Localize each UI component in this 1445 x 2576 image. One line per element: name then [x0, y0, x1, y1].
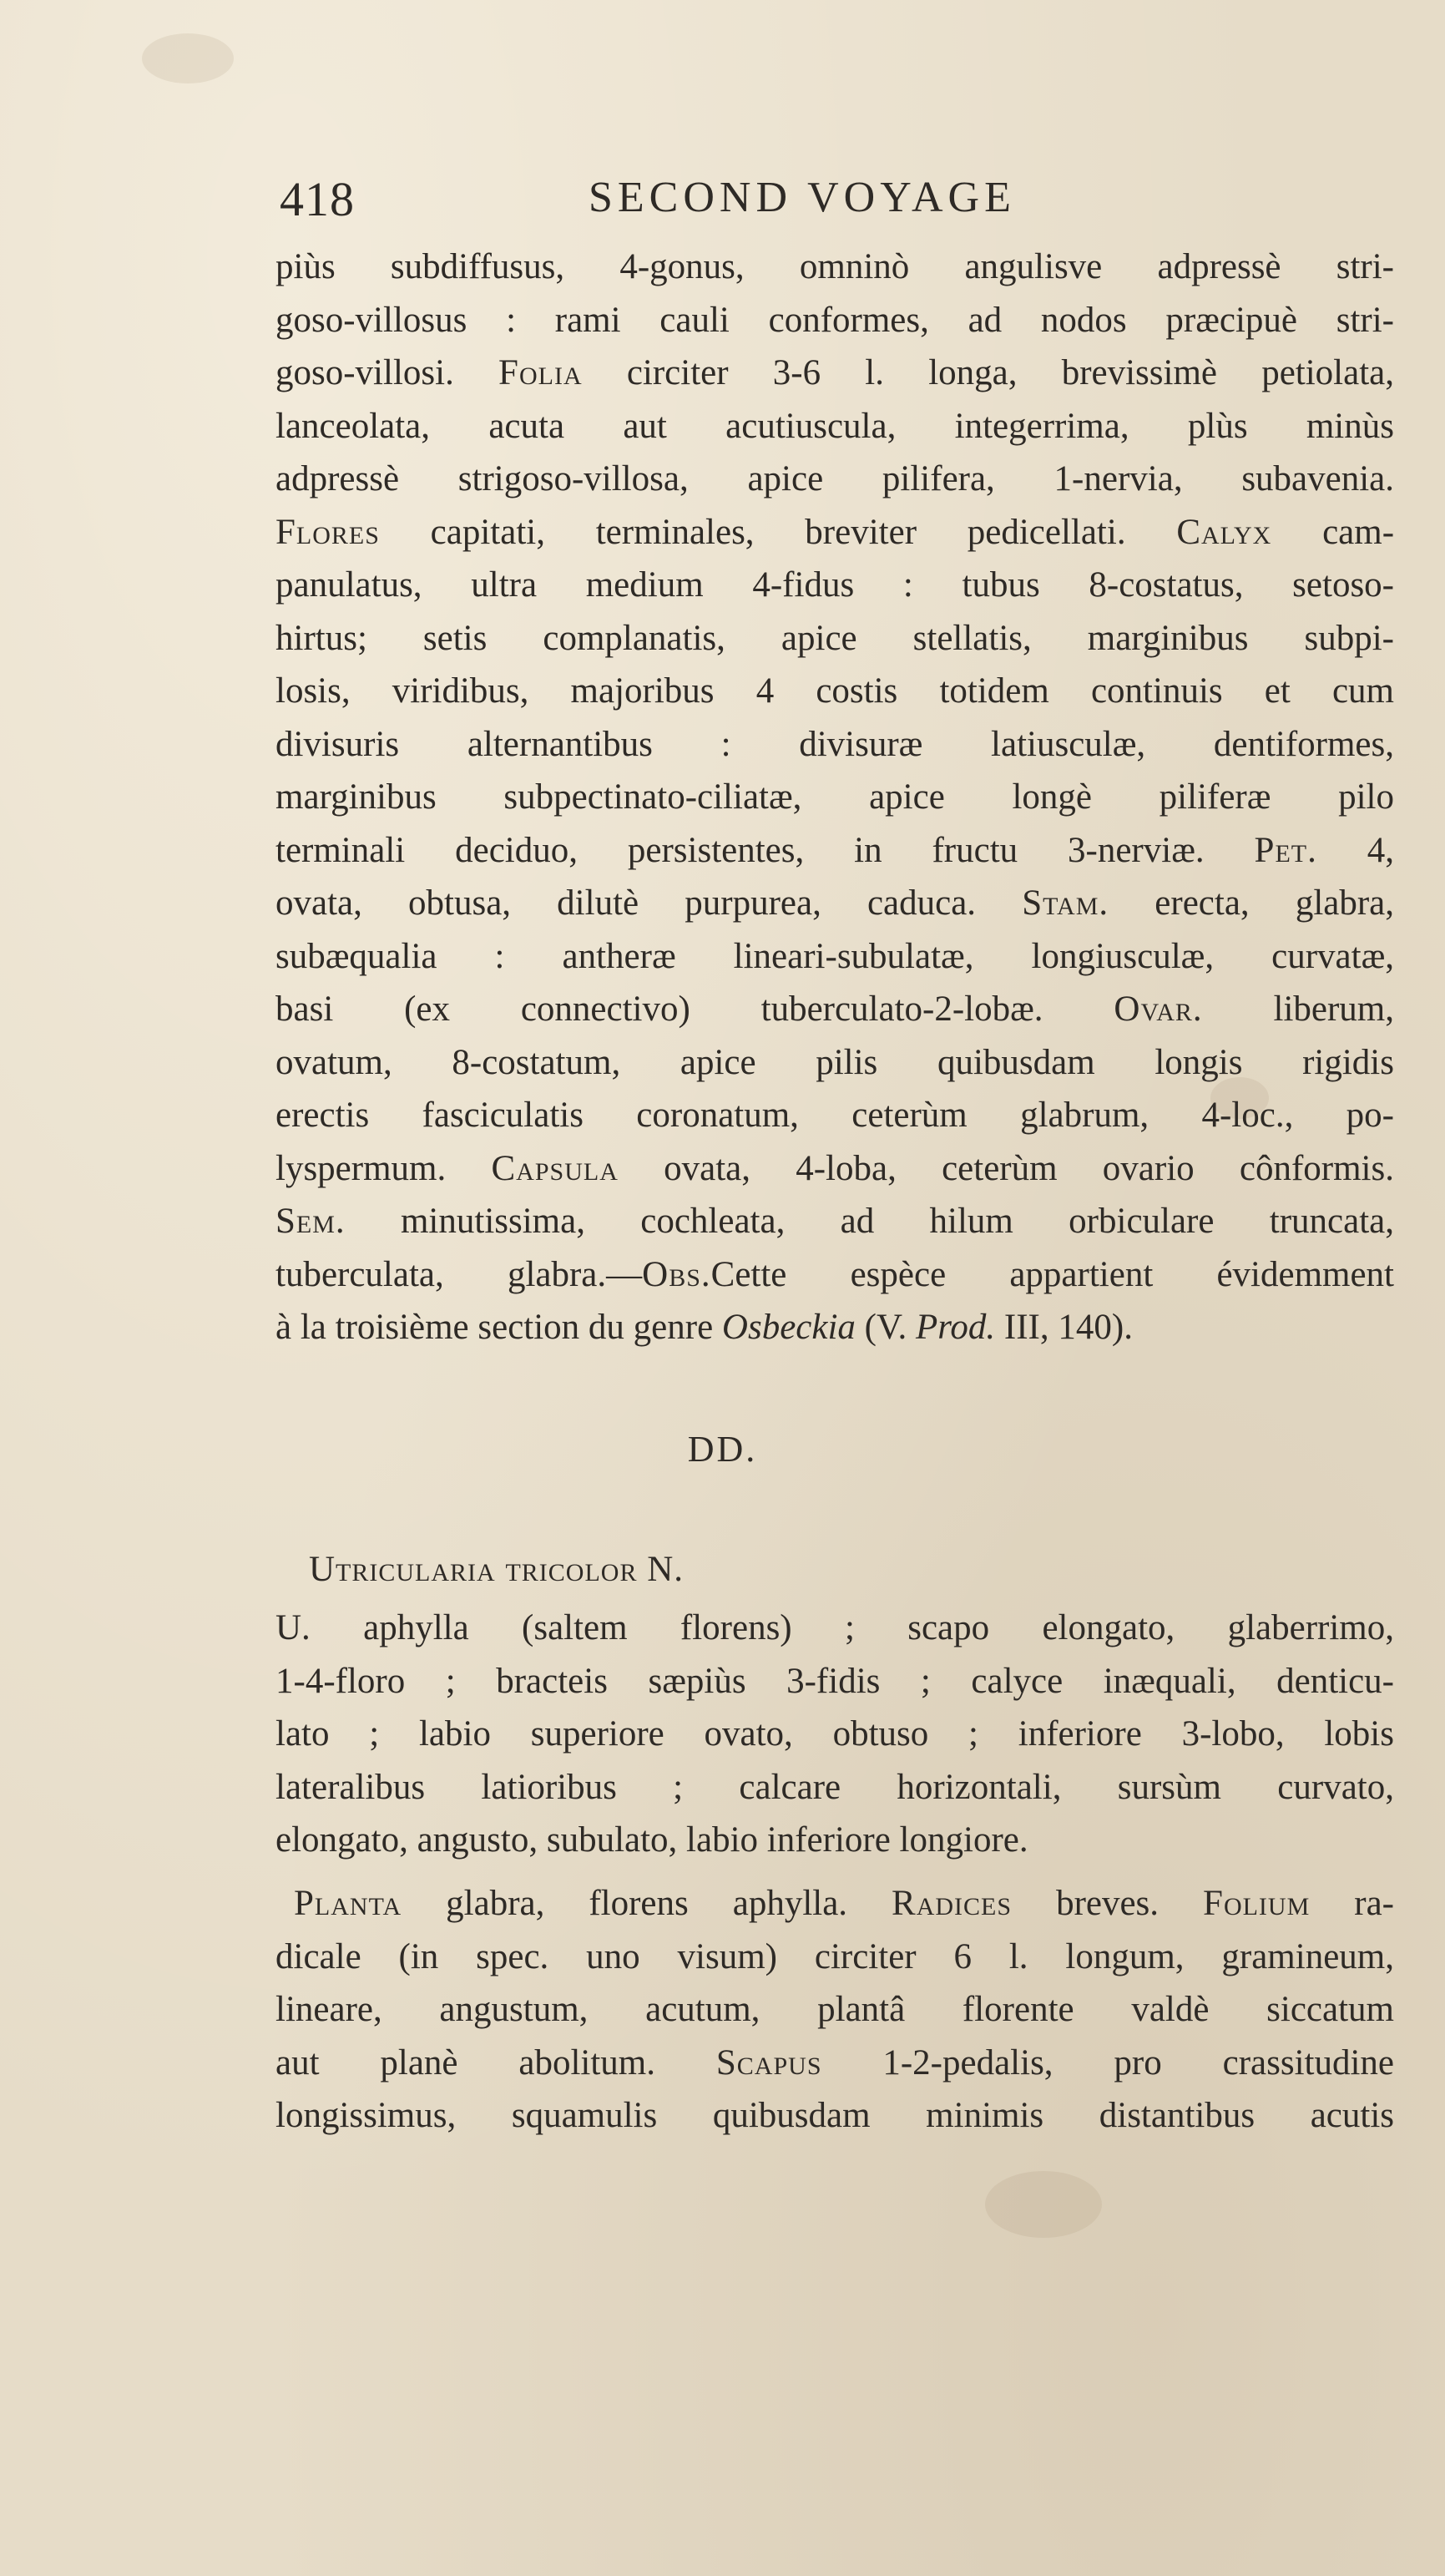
text-line — [275, 402, 1394, 452]
text-run: capitati, terminales, breviter pedicellati. — [379, 512, 1177, 552]
text-run: Capsula — [491, 1148, 619, 1188]
text-line — [275, 878, 1394, 929]
text-run: glabra, florens aphylla. — [402, 1884, 892, 1923]
text-run: Pet. — [1254, 830, 1317, 870]
text-run: Cette espèce appartient évidemment — [710, 1254, 1394, 1294]
text-run: Scapus — [715, 2042, 822, 2083]
text-run: Planta — [294, 1884, 402, 1923]
text-run: goso-villosi. — [275, 353, 499, 392]
running-head: SECOND VOYAGE — [589, 174, 1016, 221]
text-line — [275, 560, 1394, 610]
text-line — [275, 1144, 1394, 1194]
text-line — [275, 1932, 1394, 1982]
text-line — [275, 508, 1394, 558]
text-line — [275, 932, 1394, 982]
text-run: minutissima, cochleata, ad hilum orbiculare truncata, — [345, 1202, 1394, 1241]
text-line — [275, 2091, 1394, 2141]
text-line — [275, 1879, 1394, 1929]
text-run: III, 140). — [995, 1308, 1133, 1347]
text-run: erecta, glabra, — [1109, 883, 1394, 923]
text-run: 1-2-pedalis, pro crassitudine — [821, 2042, 1394, 2083]
text-run: terminali deciduo, persistentes, in fructu 3-nerviæ. — [275, 830, 1255, 870]
text-line — [275, 1250, 1394, 1300]
text-run: Prod. — [916, 1308, 996, 1347]
text-line — [275, 1603, 1394, 1653]
text-line — [275, 1985, 1394, 2035]
text-run: circiter 3-6 l. longa, brevissimè petiolata, — [582, 353, 1394, 392]
text-line — [275, 1657, 1394, 1707]
paper-stain — [142, 33, 234, 84]
text-run: dicale (in spec. uno visum) circiter 6 l. longum, gramineum, — [275, 1936, 1394, 1976]
text-run: 1-4-floro ; bracteis sæpiùs 3-fidis ; calyce inæquali, denticu- — [275, 1661, 1394, 1701]
text-run: basi (ex connectivo) tuberculato-2-lobæ. — [275, 989, 1114, 1029]
text-run: lineare, angustum, acutum, plantâ florente valdè siccatum — [275, 1990, 1394, 2029]
text-run: lateralibus latioribus ; calcare horizontali, sursùm curvato, — [275, 1767, 1394, 1807]
page-number: 418 — [280, 172, 355, 226]
text-run: lato ; labio superiore ovato, obtuso ; inferiore 3-lobo, lobis — [275, 1714, 1394, 1754]
text-run: subæqualia : antheræ lineari-subulatæ, longiusculæ, curvatæ, — [275, 936, 1394, 976]
text-run: Radices — [892, 1884, 1013, 1923]
text-run: ovata, obtusa, dilutè purpurea, caduca. — [275, 883, 1023, 923]
text-line — [275, 348, 1394, 398]
text-run: Osbeckia — [721, 1308, 856, 1347]
text-line — [275, 1763, 1394, 1813]
text-line — [275, 2038, 1394, 2088]
text-run: elongato, angusto, subulato, labio inferiore longiore. — [275, 1820, 1028, 1860]
text-run: marginibus subpectinato-ciliatæ, apice longè piliferæ pilo — [275, 777, 1394, 817]
text-run: (V. — [855, 1308, 917, 1347]
text-run: Ovar. — [1114, 989, 1203, 1029]
text-run: Folium — [1203, 1884, 1311, 1923]
text-run: à la troisième section du genre — [275, 1308, 722, 1347]
text-line — [275, 984, 1394, 1035]
text-run: lanceolata, acuta aut acutiuscula, integerrima, plùs minùs — [275, 406, 1394, 446]
text-line — [275, 666, 1394, 716]
species-title: Utricularia tricolor N. — [309, 1550, 685, 1589]
text-line — [275, 772, 1394, 822]
text-line — [275, 296, 1394, 346]
text-run: ovatum, 8-costatum, apice pilis quibusdam longis rigidis — [275, 1042, 1394, 1082]
text-line — [275, 614, 1394, 664]
text-run: ovata, 4-loba, ceterùm ovario cônformis. — [618, 1148, 1394, 1188]
text-run: Flores — [275, 512, 380, 552]
section-mark: DD. — [687, 1429, 758, 1470]
text-run: panulatus, ultra medium 4-fidus : tubus 8-costatus, setoso- — [275, 565, 1394, 605]
text-run: longissimus, squamulis quibusdam minimis distantibus acutis — [275, 2096, 1394, 2135]
text-line — [275, 242, 1394, 292]
text-line — [275, 1197, 1394, 1247]
text-run: lyspermum. — [275, 1148, 492, 1188]
text-line — [275, 1815, 1394, 1865]
text-run: Folia — [498, 353, 583, 392]
text-run: adpressè strigoso-villosa, apice pilifera, 1-nervia, subavenia. — [275, 459, 1394, 498]
text-run: ra- — [1310, 1884, 1394, 1923]
text-line — [275, 1091, 1394, 1141]
text-run: erectis fasciculatis coronatum, ceterùm glabrum, 4-loc., po- — [275, 1096, 1394, 1135]
text-run: piùs subdiffusus, 4-gonus, omninò angulisve adpressè stri- — [275, 247, 1394, 286]
text-line — [275, 1038, 1394, 1088]
text-line — [275, 826, 1394, 876]
text-line — [275, 1709, 1394, 1759]
text-run: goso-villosus : rami cauli conformes, ad nodos præcipuè stri- — [275, 300, 1394, 340]
text-line — [275, 1303, 1394, 1353]
text-run: breves. — [1012, 1884, 1204, 1923]
text-run: 4, — [1316, 830, 1394, 870]
paper-stain — [985, 2171, 1102, 2238]
text-run: divisuris alternantibus : divisuræ latiusculæ, dentiformes, — [275, 724, 1394, 764]
text-run: Calyx — [1176, 512, 1272, 552]
text-run: hirtus; setis complanatis, apice stellatis, marginibus subpi- — [275, 618, 1394, 658]
page-header — [280, 171, 1148, 238]
text-run: Obs. — [642, 1254, 711, 1294]
text-run: tuberculata, glabra.— — [275, 1254, 643, 1294]
text-run: losis, viridibus, majoribus 4 costis totidem continuis et cum — [275, 671, 1394, 711]
text-run: Stam. — [1022, 883, 1109, 923]
text-line — [275, 454, 1394, 504]
text-run: aut planè abolitum. — [275, 2042, 716, 2083]
text-run: cam- — [1271, 512, 1394, 552]
text-line — [275, 720, 1394, 770]
text-run: liberum, — [1202, 989, 1394, 1029]
text-run: U. aphylla (saltem florens) ; scapo elongato, glaberrimo, — [275, 1608, 1394, 1647]
text-run: Sem. — [275, 1202, 346, 1241]
